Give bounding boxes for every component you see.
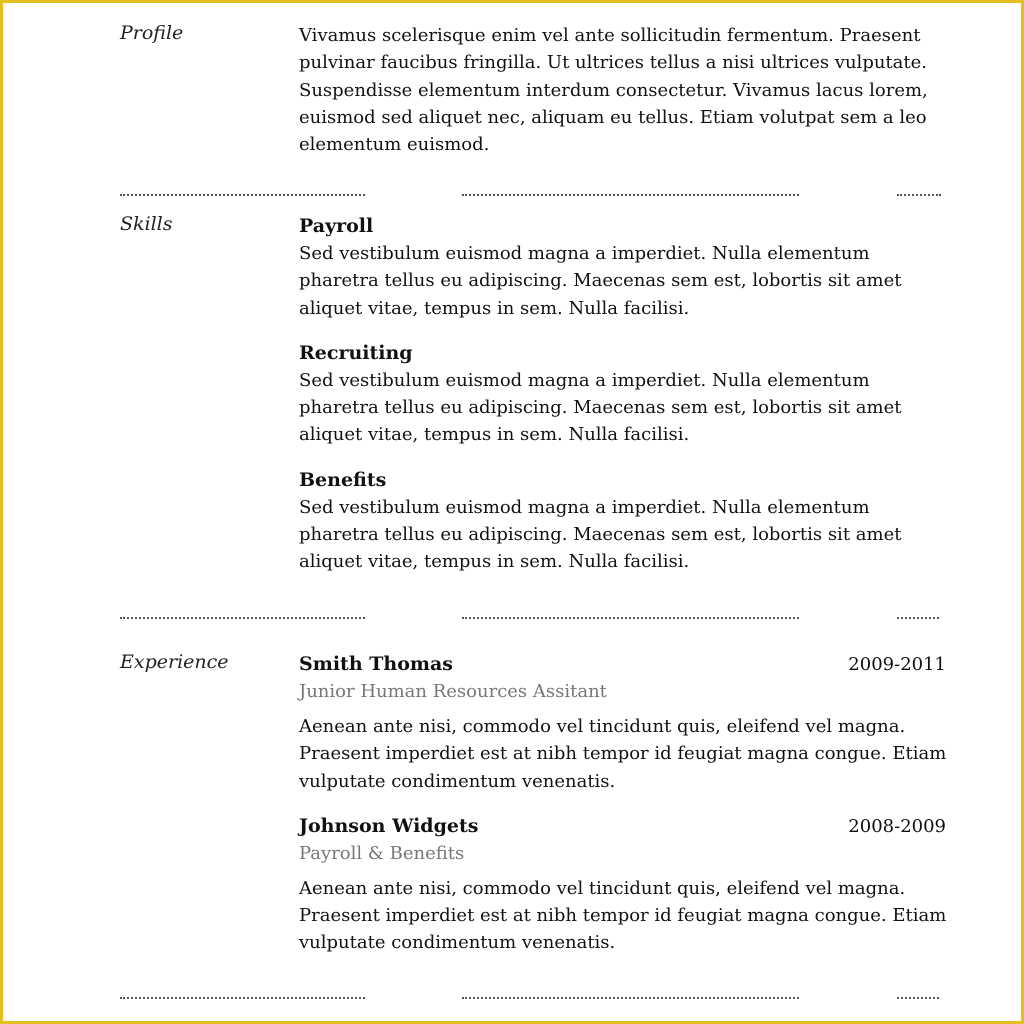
job-role: Junior Human Resources Assitant (299, 681, 607, 702)
profile-text: Vivamus scelerisque enim vel ante sollicitudin fermentum. Praesent pulvinar faucibus fringilla. Ut ultrices tellus a nisi ultrices vulputate. Suspendisse elementum interdum consectetur. Vivamus lacus lorem, euismod sed aliquet nec, aliquam eu tellus. Etiam volutpat sem a leo elementum euismod. (299, 25, 928, 156)
profile-section (299, 22, 949, 158)
skill-item (299, 467, 949, 576)
job-header (299, 651, 949, 678)
profile-section-label: Profile (120, 22, 184, 44)
experience-section (299, 651, 949, 957)
job-description: Aenean ante nisi, commodo vel tincidunt quis, eleifend vel magna. Praesent imperdiet est at nibh tempor id feugiat magna congue. Etiam vulputate condimentum venenatis. (299, 877, 947, 954)
skill-title: Recruiting (299, 341, 413, 364)
divider-segment (462, 617, 799, 619)
divider-segment (120, 997, 365, 999)
divider-segment (462, 997, 799, 999)
job-company: Johnson Widgets (299, 814, 479, 837)
job-company: Smith Thomas (299, 653, 453, 675)
skill-item (299, 213, 949, 322)
job-dates: 2008-2009 (848, 815, 946, 837)
divider-segment (462, 194, 799, 196)
divider-segment (120, 194, 365, 196)
job-entry (299, 651, 949, 795)
skill-description: Sed vestibulum euismod magna a imperdiet. Nulla elementum pharetra tellus eu adipiscing. Maecenas sem est, lobortis sit amet aliquet vitae, tempus in sem. Nulla facilisi. (299, 243, 902, 319)
job-role: Payroll & Benefits (299, 842, 465, 864)
skills-section-label: Skills (120, 213, 173, 235)
skill-title: Benefits (299, 468, 387, 491)
skill-description: Sed vestibulum euismod magna a imperdiet. Nulla elementum pharetra tellus eu adipiscing. Maecenas sem est, lobortis sit amet aliquet vitae, tempus in sem. Nulla facilisi. (299, 496, 902, 573)
job-description: Aenean ante nisi, commodo vel tincidunt quis, eleifend vel magna. Praesent imperdiet est at nibh tempor id feugiat magna congue. Etiam vulputate condimentum venenatis. (299, 716, 947, 792)
divider-segment (897, 997, 939, 999)
job-entry (299, 813, 949, 957)
job-header (299, 813, 949, 840)
experience-section-label: Experience (120, 651, 229, 673)
divider-segment (897, 617, 939, 619)
divider-segment (897, 194, 941, 196)
skill-item (299, 340, 949, 449)
divider-segment (120, 617, 365, 619)
skill-description: Sed vestibulum euismod magna a imperdiet. Nulla elementum pharetra tellus eu adipiscing. Maecenas sem est, lobortis sit amet aliquet vitae, tempus in sem. Nulla facilisi. (299, 369, 902, 446)
job-dates: 2009-2011 (848, 654, 946, 675)
skill-title: Payroll (299, 215, 374, 237)
skills-section (299, 213, 949, 576)
